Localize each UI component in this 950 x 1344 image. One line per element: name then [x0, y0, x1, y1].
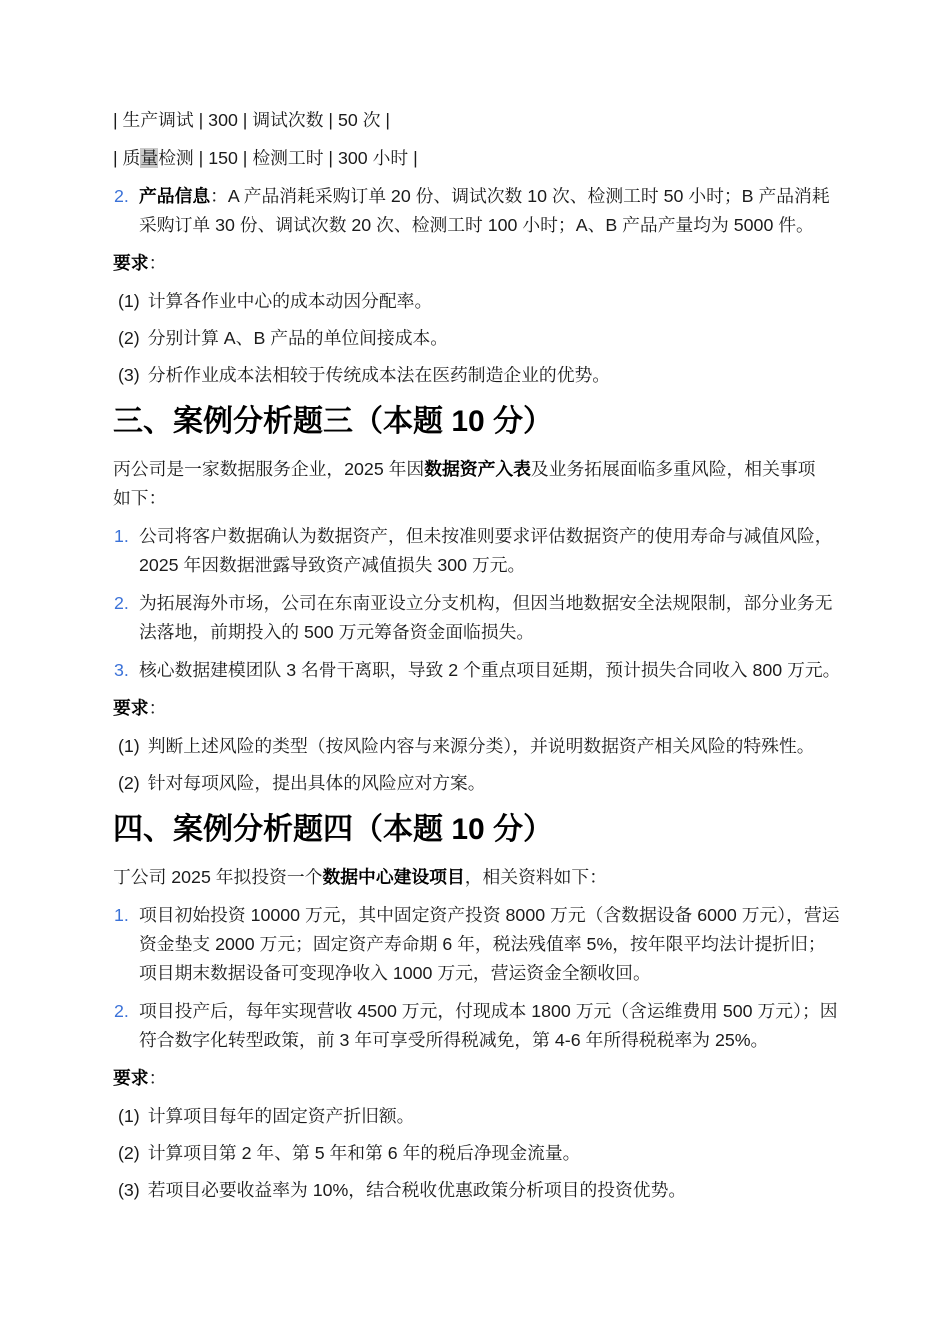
bold-term-datacenter-project: 数据中心建设项目 — [322, 867, 465, 887]
bold-term-data-asset: 数据资产入表 — [424, 459, 531, 479]
list-item-text: 公司将客户数据确认为数据资产，但未按准则要求评估数据资产的使用寿命与减值风险，2025 年因数据泄露导致资产减值损失 300 万元。 — [139, 526, 833, 575]
requirement-label — [113, 1064, 831, 1093]
requirement-colon: ： — [148, 253, 167, 273]
requirement-item-1 — [113, 1102, 831, 1131]
requirement-text: 判断上述风险的类型（按风险内容与来源分类），并说明数据资产相关风险的特殊性。 — [147, 736, 815, 756]
list-number: 3. — [114, 660, 129, 680]
investment-item-2 — [113, 997, 843, 1055]
table-text-row-quality-inspection — [113, 144, 831, 173]
section-3-heading: 三、案例分析题三（本题 10 分） — [113, 405, 554, 438]
requirement-index: (2) — [118, 773, 140, 793]
requirement-text: 分别计算 A、B 产品的单位间接成本。 — [147, 328, 449, 348]
requirement-item-2 — [113, 324, 831, 353]
list-item-text: 核心数据建模团队 3 名骨干离职，导致 2 个重点项目延期，预计损失合同收入 800 万元。 — [139, 660, 841, 680]
requirement-item-3 — [113, 1176, 831, 1205]
requirement-index: (1) — [118, 736, 140, 756]
intro-text-pre: 丙公司是一家数据服务企业，2025 年因 — [113, 459, 425, 479]
section-4-heading: 四、案例分析题四（本题 10 分） — [113, 813, 554, 846]
row-text-post: 检测 | 150 | 检测工时 | 300 小时 | — [158, 148, 418, 168]
table-text-row-production-debug: | 生产调试 | 300 | 调试次数 | 50 次 | — [113, 110, 391, 130]
requirement-index: (2) — [118, 1143, 140, 1163]
requirement-word: 要求 — [113, 698, 149, 718]
intro-text-post: 及业务拓展面临多重风险，相关事项如下： — [113, 459, 816, 508]
requirement-text: 分析作业成本法相较于传统成本法在医药制造企业的优势。 — [147, 365, 611, 385]
section-4-intro — [113, 863, 831, 892]
requirement-item-3 — [113, 361, 831, 390]
list-item-text: 为拓展海外市场，公司在东南亚设立分支机构，但因当地数据安全法规限制，部分业务无法落地，前期投入的 500 万元筹备资金面临损失。 — [139, 593, 833, 642]
section-3-intro — [113, 455, 831, 513]
requirement-item-1 — [113, 732, 831, 761]
risk-item-1 — [113, 522, 843, 580]
requirement-text: 计算各作业中心的成本动因分配率。 — [147, 291, 433, 311]
row-text-pre: | 质 — [113, 148, 141, 168]
list-number: 1. — [114, 905, 129, 925]
list-number: 2. — [114, 1001, 129, 1021]
requirement-item-1 — [113, 287, 831, 316]
investment-item-1 — [113, 901, 843, 988]
requirement-index: (3) — [118, 1180, 140, 1200]
list-item-text: 项目投产后，每年实现营收 4500 万元，付现成本 1800 万元（含运维费用 500 万元）；因符合数字化转型政策，前 3 年可享受所得税减免，第 4-6 年所得税税率为 25%。 — [139, 1001, 838, 1050]
requirement-colon: ： — [148, 1068, 167, 1088]
requirement-text: 计算项目第 2 年、第 5 年和第 6 年的税后净现金流量。 — [147, 1143, 581, 1163]
list-item-product-info — [113, 182, 843, 240]
highlighted-char: 量 — [140, 148, 159, 168]
list-number: 2. — [114, 186, 129, 206]
requirement-text: 若项目必要收益率为 10%，结合税收优惠政策分析项目的投资优势。 — [147, 1180, 687, 1200]
requirement-colon: ： — [148, 698, 167, 718]
requirement-item-2 — [113, 1139, 831, 1168]
requirement-index: (1) — [118, 291, 140, 311]
requirement-index: (1) — [118, 1106, 140, 1126]
list-number: 2. — [114, 593, 129, 613]
requirement-text: 计算项目每年的固定资产折旧额。 — [147, 1106, 415, 1126]
requirement-label — [113, 694, 831, 723]
list-item-text: 项目初始投资 10000 万元，其中固定资产投资 8000 万元（含数据设备 6000 万元），营运资金垫支 2000 万元；固定资产寿命期 6 年，税法残值率 5%，按年限平均法计提折旧；项目期末数据设备可变现净收入 1000 万元，营运资金全额收回。 — [139, 905, 840, 983]
requirement-word: 要求 — [113, 1068, 149, 1088]
requirement-text: 针对每项风险，提出具体的风险应对方案。 — [147, 773, 486, 793]
requirement-word: 要求 — [113, 253, 149, 273]
requirement-index: (3) — [118, 365, 140, 385]
requirement-index: (2) — [118, 328, 140, 348]
bold-term-product-info: 产品信息 — [139, 186, 211, 206]
intro-text-post: ，相关资料如下： — [464, 867, 607, 887]
risk-item-3 — [113, 656, 843, 685]
requirement-item-2 — [113, 769, 831, 798]
list-number: 1. — [114, 526, 129, 546]
risk-item-2 — [113, 589, 843, 647]
list-item-text: ：A 产品消耗采购订单 20 份、调试次数 10 次、检测工时 50 小时；B 产品消耗采购订单 30 份、调试次数 20 次、检测工时 100 小时；A、B 产品产量均为 5000 件。 — [139, 186, 830, 235]
requirement-label — [113, 249, 831, 278]
intro-text-pre: 丁公司 2025 年拟投资一个 — [113, 867, 323, 887]
